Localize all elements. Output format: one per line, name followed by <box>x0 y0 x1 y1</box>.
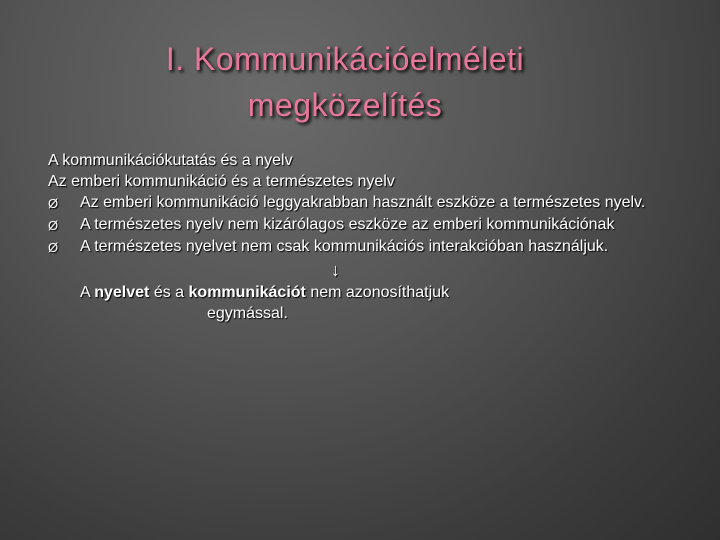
conclusion-text: A <box>80 284 95 301</box>
bullet-text: Az emberi kommunikáció leggyakrabban használt eszköze a természetes nyelv. <box>80 194 646 211</box>
bullet-arrow-icon: Ø <box>48 240 59 255</box>
conclusion-text: nem azonosíthatjuk <box>305 284 450 301</box>
slide-title-line-1: I. Kommunikációelméleti <box>165 41 525 77</box>
conclusion-bold-communication: kommunikációt <box>188 284 306 301</box>
bullet-arrow-icon: Ø <box>48 196 59 211</box>
bullet-item <box>48 192 688 214</box>
heading-communication-and-natural-language: Az emberi kommunikáció és a természetes nyelv <box>48 173 395 190</box>
slide-title <box>0 36 690 128</box>
bullet-text: A természetes nyelvet nem csak kommunikációs interakcióban használjuk. <box>80 238 609 255</box>
conclusion-text: és a <box>149 284 189 301</box>
conclusion-bold-language: nyelvet <box>94 284 150 301</box>
conclusion-line-1 <box>80 282 688 303</box>
bullet-item <box>48 214 688 236</box>
slide-body <box>48 150 688 324</box>
conclusion-line-2: egymással. <box>207 305 288 322</box>
bullet-arrow-icon: Ø <box>48 218 59 233</box>
heading-research-and-language: A kommunikációkutatás és a nyelv <box>48 152 293 169</box>
bullet-item <box>48 236 688 258</box>
slide-title-line-2: megközelítés <box>247 87 443 123</box>
down-arrow-icon: ↓ <box>331 260 340 280</box>
bullet-text: A természetes nyelv nem kizárólagos eszköze az emberi kommunikációnak <box>80 216 615 233</box>
